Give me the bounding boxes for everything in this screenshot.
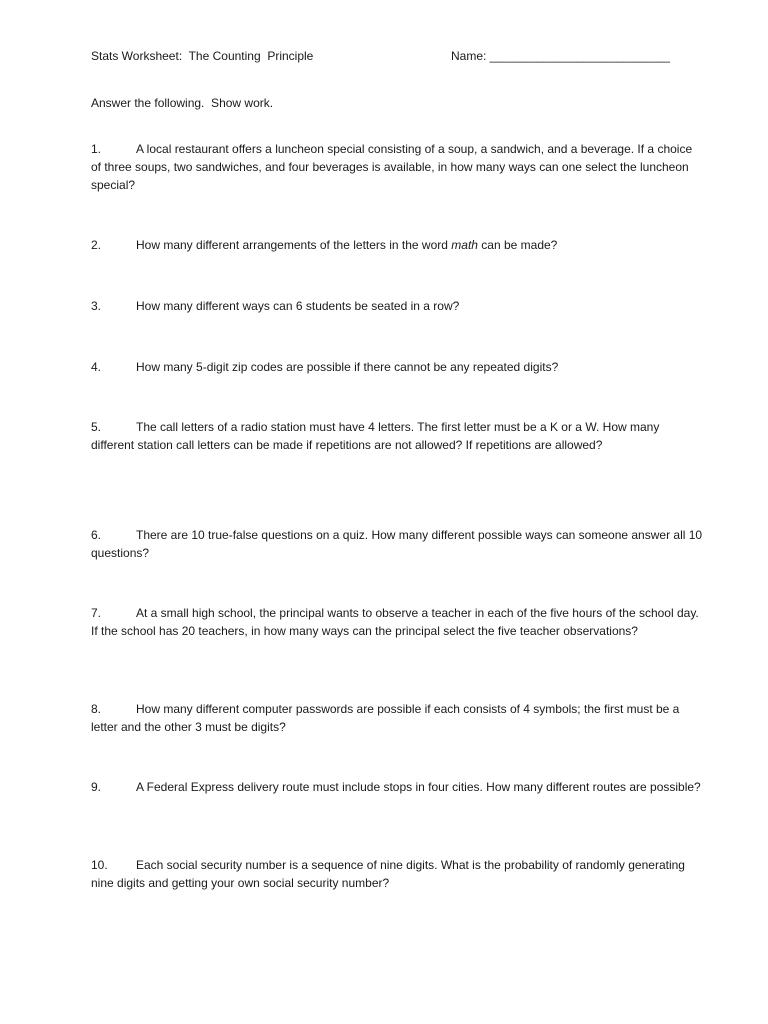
question-number: 6. <box>91 528 102 542</box>
question-text: Each social security number is a sequence of nine digits. What is the probability of randomly generating nine digits and getting your own social security number? <box>91 858 685 890</box>
question-3 <box>91 297 703 315</box>
question-number: 10. <box>91 858 108 872</box>
question-text: There are 10 true-false questions on a quiz. How many different possible ways can someone answer all 10 questions? <box>91 528 703 560</box>
question-1 <box>91 140 703 194</box>
question-7 <box>91 604 703 640</box>
question-number: 7. <box>91 606 102 620</box>
question-10 <box>91 856 703 892</box>
question-text: At a small high school, the principal wants to observe a teacher in each of the five hours of the school day. If the school has 20 teachers, in how many ways can the principal select the five teacher observations? <box>91 606 699 638</box>
question-5 <box>91 418 703 454</box>
question-text: A Federal Express delivery route must include stops in four cities. How many different routes are possible? <box>136 780 701 794</box>
question-number: 9. <box>91 780 102 794</box>
question-number: 1. <box>91 142 102 156</box>
question-number: 3. <box>91 299 102 313</box>
question-2 <box>91 236 703 254</box>
name-field-label: Name: ___________________________ <box>451 49 670 63</box>
question-text: How many different computer passwords are possible if each consists of 4 symbols; the first must be a letter and the other 3 must be digits? <box>91 702 680 734</box>
question-text: A local restaurant offers a luncheon special consisting of a soup, a sandwich, and a beverage. If a choice of three soups, two sandwiches, and four beverages is available, in how many ways can one select the luncheon special? <box>91 142 693 192</box>
question-text-part: How many different arrangements of the letters in the word <box>136 238 452 252</box>
question-4 <box>91 358 703 376</box>
instructions: Answer the following. Show work. <box>91 96 274 110</box>
question-number: 5. <box>91 420 102 434</box>
question-text <box>136 238 557 252</box>
question-number: 8. <box>91 702 102 716</box>
worksheet-title: Stats Worksheet: The Counting Principle <box>91 49 314 63</box>
question-text-part: can be made? <box>477 238 558 252</box>
question-text: How many 5-digit zip codes are possible if there cannot be any repeated digits? <box>136 360 559 374</box>
question-text-emphasis: math <box>451 238 478 252</box>
question-text: How many different ways can 6 students be seated in a row? <box>136 299 460 313</box>
question-number: 4. <box>91 360 102 374</box>
question-number: 2. <box>91 238 102 252</box>
question-9 <box>91 778 703 796</box>
question-6 <box>91 526 703 562</box>
question-8 <box>91 700 703 736</box>
question-text: The call letters of a radio station must have 4 letters. The first letter must be a K or a W. How many different station call letters can be made if repetitions are not allowed? If repetitions are allowed? <box>91 420 660 452</box>
